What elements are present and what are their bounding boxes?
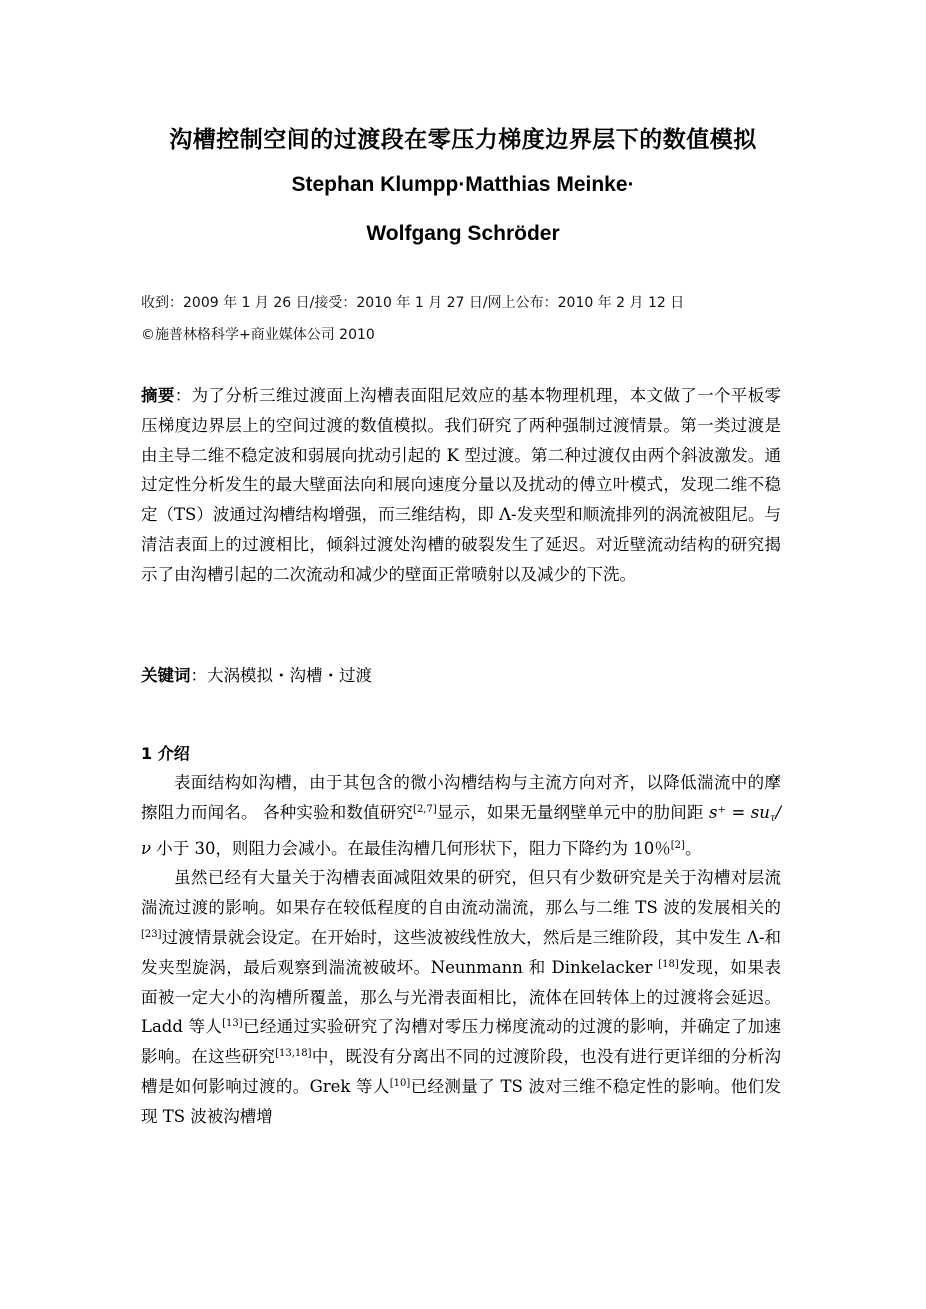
abstract-separator: ： [174, 386, 192, 405]
citation: [13] [222, 1018, 243, 1030]
text-run: 显示，如果无量纲壁单元中的肋间距 [436, 802, 709, 822]
section-heading-introduction: 1 介绍 [141, 744, 190, 763]
keywords-separator: ： [190, 666, 207, 685]
paper-title: 沟槽控制空间的过渡段在零压力梯度边界层下的数值模拟 [169, 127, 757, 153]
abstract-text: 为了分析三维过渡面上沟槽表面阻尼效应的基本物理机理，本文做了一个平板零压梯度边界层上的空间过渡的数值模拟。我们研究了两种强制过渡情景。第一类过渡是由主导二维不稳定波和弱展向扰动引起的 K 型过渡。第二种过渡仅由两个斜波激发。通过定性分析发生的最大壁面法向和展向速度分量以及扰动的傅立叶模式，发现二维不稳定（TS）波通过沟槽结构增强，而三维结构，即 Λ-发夹型和顺流排列的涡流被阻尼。与清洁表面上的过渡相比，倾斜过渡处沟槽的破裂发生了延迟。对近壁流动结构的研究揭示了由沟槽引起的二次流动和减少的壁面正常喷射以及减少的下洗。 [141, 386, 782, 584]
formula-part: s⁺ = su [708, 802, 770, 822]
text-run: 虽然已经有大量关于沟槽表面减阻效果的研究，但只有少数研究是关于沟槽对层流湍流过渡的影响。如果存在较低程度的自由流动湍流，那么与二维 TS 波的发展相关的 [141, 868, 781, 918]
text-run: 表面结构如沟槽，由于其包含的微小沟槽结构与主流方向对齐，以降低湍流中的摩擦阻力而闻名。 各种实验和数值研究 [141, 773, 781, 822]
author-line-2: Wolfgang Schröder [366, 222, 560, 245]
text-run: 已经测量了 TS 波对三维不稳定性的影响。他们发现 TS 波被沟槽增 [141, 1076, 781, 1126]
citation: [2] [670, 839, 685, 851]
citation: [18] [658, 958, 679, 970]
text-run: 。 [684, 838, 702, 858]
abstract [141, 381, 781, 590]
publication-dates: 收到：2009 年 1 月 26 日/接受：2010 年 1 月 27 日/网上公布：2010 年 2 月 12 日 [141, 295, 685, 311]
keywords [141, 661, 781, 691]
abstract-label: 摘要 [141, 386, 175, 405]
copyright-notice: ©施普林格科学+商业媒体公司 2010 [141, 327, 375, 343]
text-run: 小于 30，则阻力会减小。在最佳沟槽几何形状下，阻力下降约为 10％ [151, 838, 671, 858]
text-run: 中，既没有分离出不同的过渡阶段，也没有进行更详细的分析沟槽是如何影响过渡的。Grek 等人 [141, 1047, 781, 1096]
text-run: 已经通过实验研究了沟槽对零压力梯度流动的过渡的影响，并确定了加速影响。在这些研究 [141, 1017, 782, 1067]
introduction-body [141, 768, 781, 1132]
formula-subscript: τ [769, 812, 776, 824]
citation: [13,18] [275, 1048, 312, 1060]
citation: [2,7] [413, 803, 437, 815]
text-run: 发现，如果表面被一定大小的沟槽所覆盖，那么与光滑表面相比，流体在回转体上的过渡将会延迟。Ladd 等人 [141, 957, 782, 1037]
formula-part: /ν [141, 802, 781, 858]
author-line-1: Stephan Klumpp·Matthias Meinke· [291, 173, 635, 196]
keywords-label: 关键词 [141, 666, 191, 685]
intro-paragraph-2 [141, 863, 781, 1131]
text-run: 过渡情景就会设定。在开始时，这些波被线性放大，然后是三维阶段，其中发生 Λ-和发夹型旋涡，最后观察到湍流被破坏。Neunmann 和 Dinkelacker [141, 927, 781, 977]
citation: [23] [141, 928, 162, 940]
citation: [10] [389, 1077, 411, 1089]
keywords-text: 大涡模拟・沟槽・过渡 [207, 666, 372, 685]
intro-paragraph-1 [141, 768, 781, 863]
